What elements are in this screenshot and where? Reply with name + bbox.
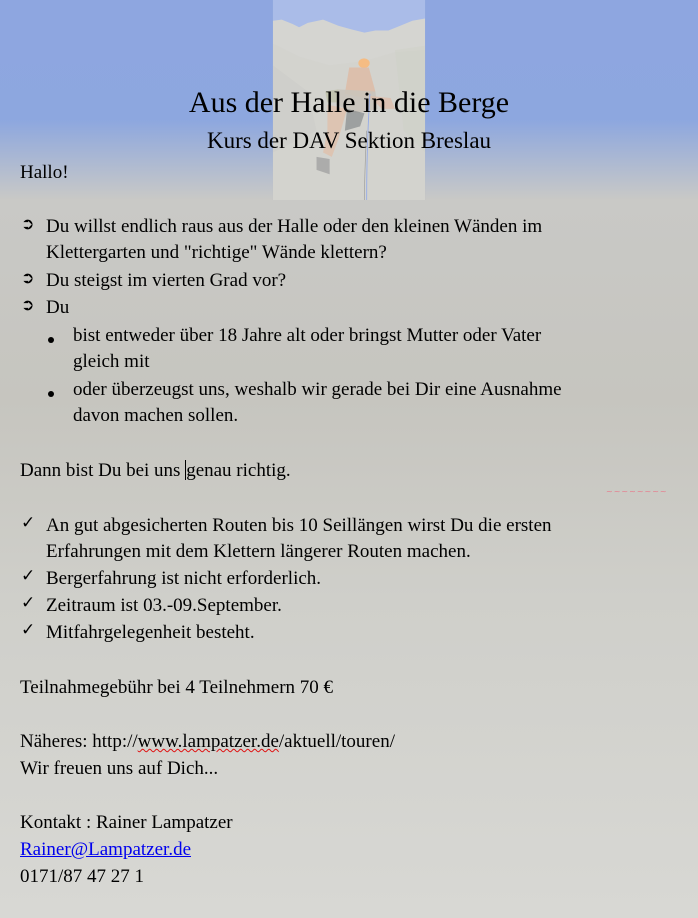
page-title: Aus der Halle in die Berge: [188, 86, 510, 119]
check-bullet-icon: ✓: [21, 513, 36, 532]
arrow-item-1-line-1: Du willst endlich raus aus der Halle oder den kleinen Wänden im: [46, 216, 543, 237]
contact-label: Kontakt : Rainer Lampatzer: [20, 812, 233, 833]
check-item-2: Bergerfahrung ist nicht erforderlich.: [46, 568, 322, 589]
check-item-1-line-2: Erfahrungen mit dem Klettern längerer Routen machen.: [46, 541, 471, 562]
spellcheck-word: www.lampatzer.de: [137, 731, 279, 752]
conclusion-part-2: genau richtig.: [186, 460, 291, 481]
sub-item-2-line-2: davon machen sollen.: [73, 405, 239, 426]
arrow-item-2: Du steigst im vierten Grad vor?: [46, 270, 287, 291]
conclusion: [20, 458, 291, 484]
conclusion-part-1: Dann bist Du bei uns: [20, 460, 186, 481]
check-item-1-line-1: An gut abgesicherten Routen bis 10 Seillängen wirst Du die ersten: [46, 515, 552, 536]
greeting: Hallo!: [20, 162, 69, 183]
sub-item-2-line-1: oder überzeugst uns, weshalb wir gerade bei Dir eine Ausnahme: [73, 379, 562, 400]
info-suffix: /aktuell/touren/: [278, 731, 395, 752]
contact-phone: 0171/87 47 27 1: [20, 866, 145, 887]
check-bullet-icon: ✓: [21, 593, 36, 612]
sub-item-1-line-1: bist entweder über 18 Jahre alt oder bringst Mutter oder Vater: [73, 325, 542, 346]
bullet-dot-icon: [48, 337, 54, 343]
sub-item-1-line-2: gleich mit: [73, 351, 150, 372]
arrow-item-3: Du: [46, 297, 70, 318]
info-prefix: Näheres: http://: [20, 731, 138, 752]
closing-text: Wir freuen uns auf Dich...: [20, 758, 219, 779]
arrow-bullet-icon: ➲: [21, 297, 35, 314]
page-subtitle: Kurs der DAV Sektion Breslau: [206, 128, 492, 153]
arrow-bullet-icon: ➲: [21, 216, 35, 233]
contact-email-link[interactable]: Rainer@Lampatzer.de: [20, 839, 191, 860]
check-item-3: Zeitraum ist 03.-09.September.: [46, 595, 282, 616]
check-item-4: Mitfahrgelegenheit besteht.: [46, 622, 255, 643]
check-bullet-icon: ✓: [21, 566, 36, 585]
arrow-bullet-icon: ➲: [21, 270, 35, 287]
bullet-dot-icon: [48, 391, 54, 397]
arrow-item-1-line-2: Klettergarten und "richtige" Wände klettern?: [46, 242, 387, 263]
fee-text: Teilnahmegebühr bei 4 Teilnehmern 70 €: [20, 677, 334, 698]
info-line: [20, 729, 395, 755]
photo-watermark: ~~~~~~~~: [606, 487, 668, 496]
check-bullet-icon: ✓: [21, 620, 36, 639]
